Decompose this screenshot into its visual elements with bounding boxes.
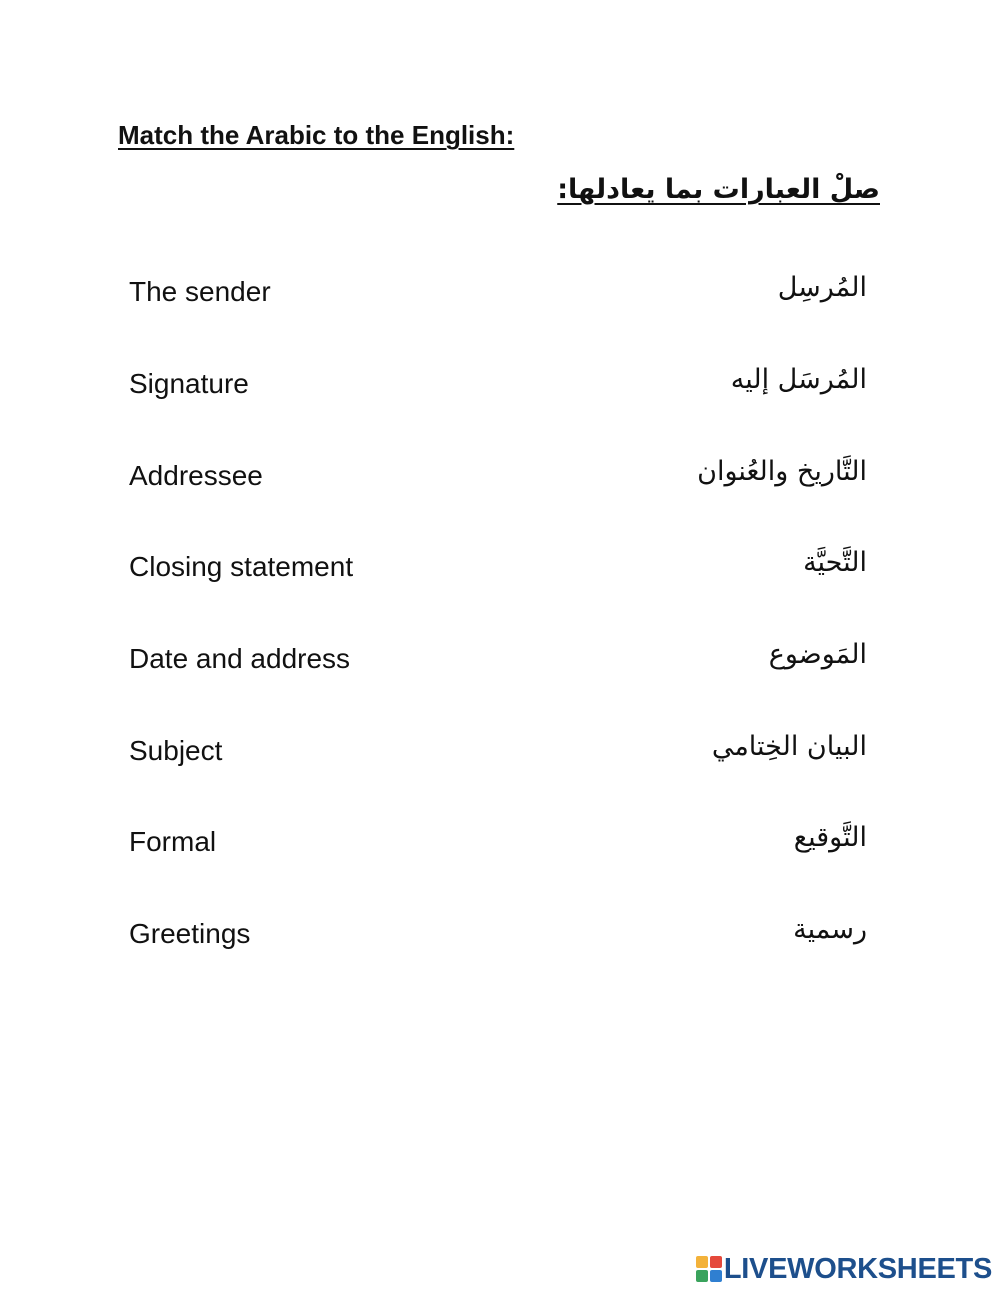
arabic-term: المُرسَل إليه bbox=[730, 364, 867, 395]
arabic-term: المَوضوع bbox=[768, 639, 867, 670]
instruction-heading-english: Match the Arabic to the English: bbox=[118, 120, 515, 150]
match-row bbox=[129, 639, 867, 679]
arabic-term: التَّحيَّة bbox=[803, 547, 867, 578]
english-term: Formal bbox=[129, 826, 217, 857]
liveworksheets-logo-icon bbox=[696, 1256, 722, 1282]
english-term: Subject bbox=[129, 735, 223, 766]
english-term: Closing statement bbox=[129, 551, 354, 582]
english-term: Signature bbox=[129, 368, 249, 399]
logo-square bbox=[710, 1256, 722, 1268]
match-row bbox=[129, 822, 867, 862]
arabic-term: المُرسِل bbox=[777, 272, 867, 303]
arabic-term: البيان الخِتامي bbox=[711, 731, 867, 762]
english-term: Greetings bbox=[129, 918, 251, 949]
liveworksheets-logo bbox=[696, 1254, 992, 1284]
english-term: Addressee bbox=[129, 460, 263, 491]
match-row bbox=[129, 914, 867, 954]
arabic-term: التَّاريخ والعُنوان bbox=[697, 456, 867, 487]
english-term: Date and address bbox=[129, 643, 351, 674]
arabic-term: التَّوقيع bbox=[793, 822, 867, 853]
arabic-term: رسمية bbox=[793, 914, 867, 945]
match-row bbox=[129, 731, 867, 771]
match-row bbox=[129, 547, 867, 587]
logo-square bbox=[710, 1270, 722, 1282]
english-term: The sender bbox=[129, 276, 271, 307]
match-row bbox=[129, 456, 867, 496]
logo-square bbox=[696, 1270, 708, 1282]
liveworksheets-wordmark: LIVEWORKSHEETS bbox=[723, 1253, 992, 1285]
match-row bbox=[129, 272, 867, 312]
logo-square bbox=[696, 1256, 708, 1268]
instruction-heading-arabic: صلْ العبارات بما يعادلها: bbox=[557, 174, 880, 205]
match-row bbox=[129, 364, 867, 404]
